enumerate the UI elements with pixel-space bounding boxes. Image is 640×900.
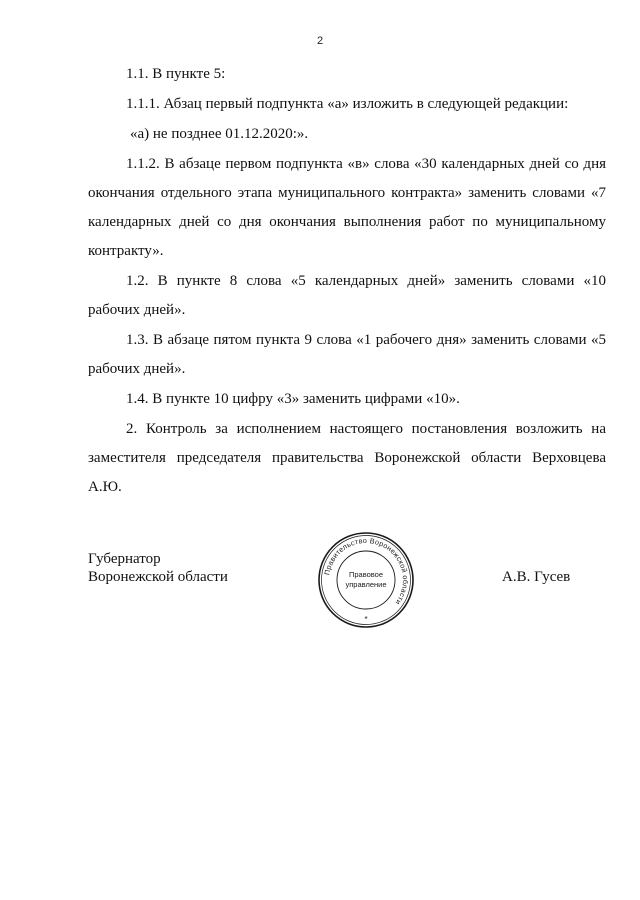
paragraph-1-1-1-text: «а) не позднее 01.12.2020:». [130, 126, 309, 142]
paragraph-1-1-2: 1.1.2. В абзаце первом подпункта «в» слова «30 календарных дней со дня окончания отдельного этапа муниципального контракта» заменить словами «7 календарных дней со дня окончания выполнения работ по муниципальному контракту». [88, 156, 606, 259]
paragraph-1-1-1: 1.1.1. Абзац первый подпункта «а» изложить в следующей редакции: [126, 96, 569, 112]
seal-inner-line2: управление [345, 580, 387, 589]
seal-outer-text: Правительство Воронежской области [322, 535, 411, 607]
paragraph-1-3: 1.3. В абзаце пятом пункта 9 слова «1 рабочего дня» заменить словами «5 рабочих дней». [88, 332, 606, 377]
paragraph-1-4: 1.4. В пункте 10 цифру «3» заменить цифрами «10». [126, 391, 460, 407]
signatory-title [88, 550, 228, 586]
signatory-name: А.В. Гусев [502, 569, 571, 585]
seal-star: * [364, 615, 368, 624]
paragraph-1-1: 1.1. В пункте 5: [126, 66, 226, 82]
seal-inner-line1: Правовое [348, 570, 384, 579]
paragraph-2: 2. Контроль за исполнением настоящего постановления возложить на заместителя председателя правительства Воронежской области Верховцева А.Ю. [88, 421, 606, 495]
signatory-title-line2: Воронежской области [88, 569, 228, 585]
paragraph-1-2: 1.2. В пункте 8 слова «5 календарных дней» заменить словами «10 рабочих дней». [88, 273, 606, 318]
official-seal [316, 530, 416, 630]
signatory-title-line1: Губернатор [88, 551, 161, 567]
document-body [88, 60, 606, 503]
official-seal-graphic [316, 530, 416, 630]
page-number: 2 [316, 35, 324, 47]
